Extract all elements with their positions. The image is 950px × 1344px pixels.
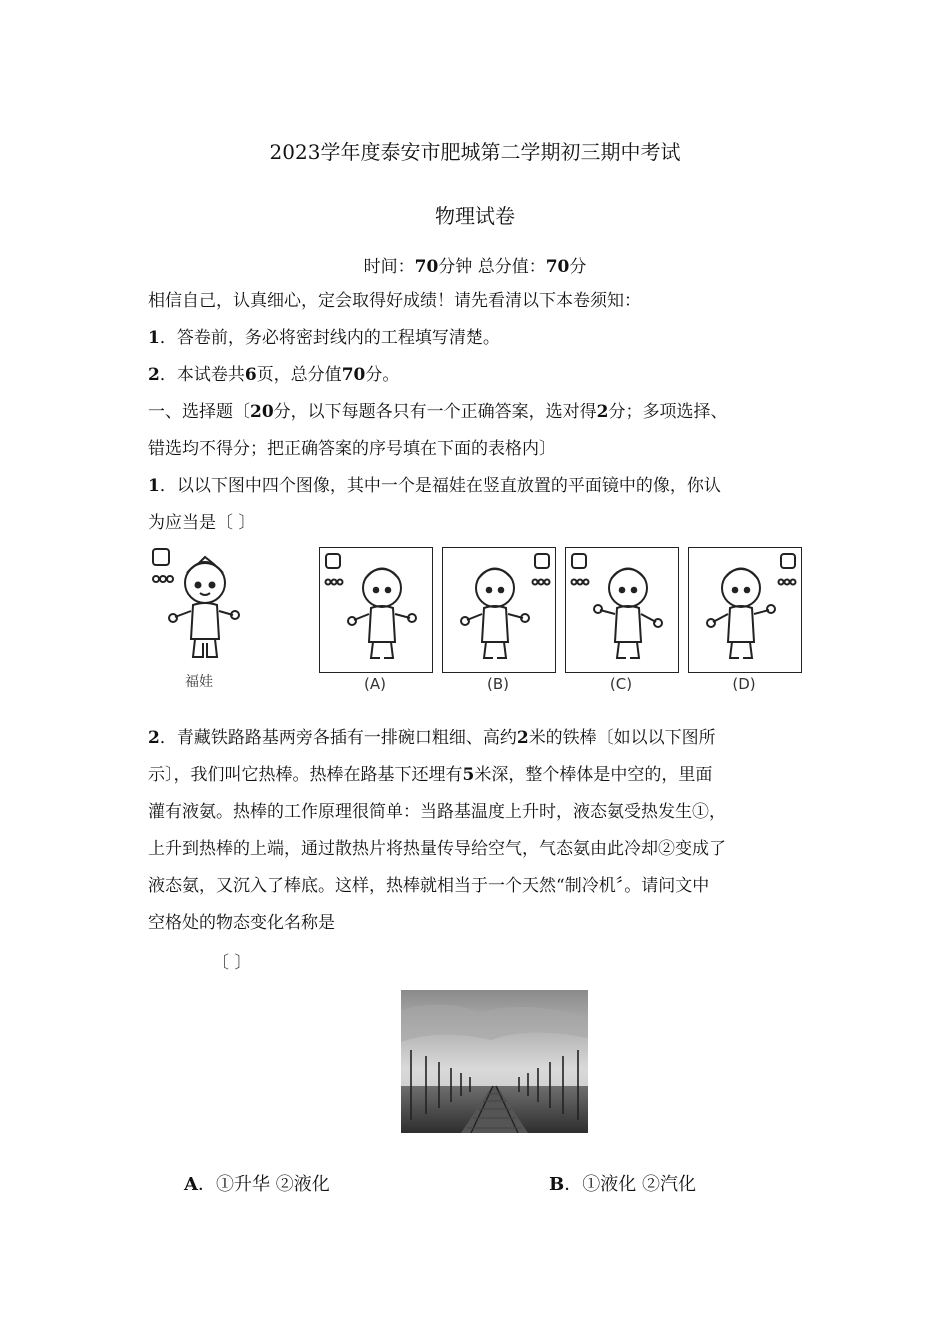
fuwa-original-figure [145, 543, 245, 698]
q1-figures [145, 543, 810, 698]
exam-title: 2023学年度泰安市肥城第二学期初三期中考试 [269, 140, 681, 164]
q1-line-1: 1．以以下图中四个图像，其中一个是福娃在竖直放置的平面镜中的像，你认 [148, 476, 721, 496]
intro-line: 相信自己，认真细心，定会取得好成绩！请先看清以下本卷须知： [148, 291, 641, 311]
q2-line-6: 空格处的物态变化名称是 [148, 913, 335, 933]
fuwa-mirror-a-icon [320, 548, 432, 672]
option-d-frame [688, 547, 802, 673]
q2-option-a: A．①升华 ②液化 [184, 1174, 330, 1195]
fuwa-drawing-icon [145, 543, 245, 671]
time-value: 70 [414, 257, 439, 277]
instructions [148, 283, 808, 542]
option-c-label: (C) [609, 675, 633, 693]
section-heading: 一、选择题〔20分，以下每题各只有一个正确答案，选对得2分；多项选择、 [148, 402, 728, 422]
q2-line-1: 2．青藏铁路路基两旁各插有一排碗口粗细、高约2米的铁棒〔如以以下图所 [148, 728, 716, 748]
exam-meta [0, 252, 950, 277]
option-b-frame [442, 547, 556, 673]
score-unit: 分 [569, 257, 587, 277]
note-2: 2．本试卷共6页，总分值70分。 [148, 365, 400, 385]
q2-option-b: B．①液化 ②汽化 [549, 1174, 696, 1195]
q1-line-2: 为应当是〔 〕 [148, 513, 256, 533]
time-unit: 分钟 总分值： [438, 257, 546, 277]
option-c-frame [565, 547, 679, 673]
q2-line-4: 上升到热棒的上端，通过散热片将热量传导给空气，气态氨由此冷却②变成了 [148, 839, 726, 859]
fuwa-label: 福娃 [185, 674, 213, 690]
q2-text [148, 720, 808, 942]
railway-photo [401, 990, 588, 1133]
option-d-label: (D) [732, 675, 756, 693]
fuwa-mirror-d-icon [689, 548, 801, 672]
exam-subtitle: 物理试卷 [435, 204, 515, 228]
score-value: 70 [545, 257, 570, 277]
fuwa-mirror-b-icon [443, 548, 555, 672]
q2-line-3: 灌有液氨。热棒的工作原理很简单：当路基温度上升时，液态氨受热发生①， [148, 802, 726, 822]
q2-answer-bracket: 〔 〕 [212, 953, 252, 973]
section-heading-2: 错选均不得分；把正确答案的序号填在下面的表格内〕 [148, 439, 556, 459]
option-a-frame [319, 547, 433, 673]
q2-line-5: 液态氨，又沉入了棒底。这样，热棒就相当于一个天然“制冷机〞。请问文中 [148, 876, 710, 896]
note-1: 1．答卷前，务必将密封线内的工程填写清楚。 [148, 328, 500, 348]
q2-line-2: 示〕，我们叫它热棒。热棒在路基下还埋有5米深，整个棒体是中空的，里面 [148, 765, 713, 785]
option-b-label: (B) [487, 675, 509, 693]
railway-heat-rods-image [401, 990, 588, 1133]
option-a-label: (A) [364, 675, 386, 693]
time-label: 时间： [363, 257, 415, 277]
fuwa-mirror-c-icon [566, 548, 678, 672]
